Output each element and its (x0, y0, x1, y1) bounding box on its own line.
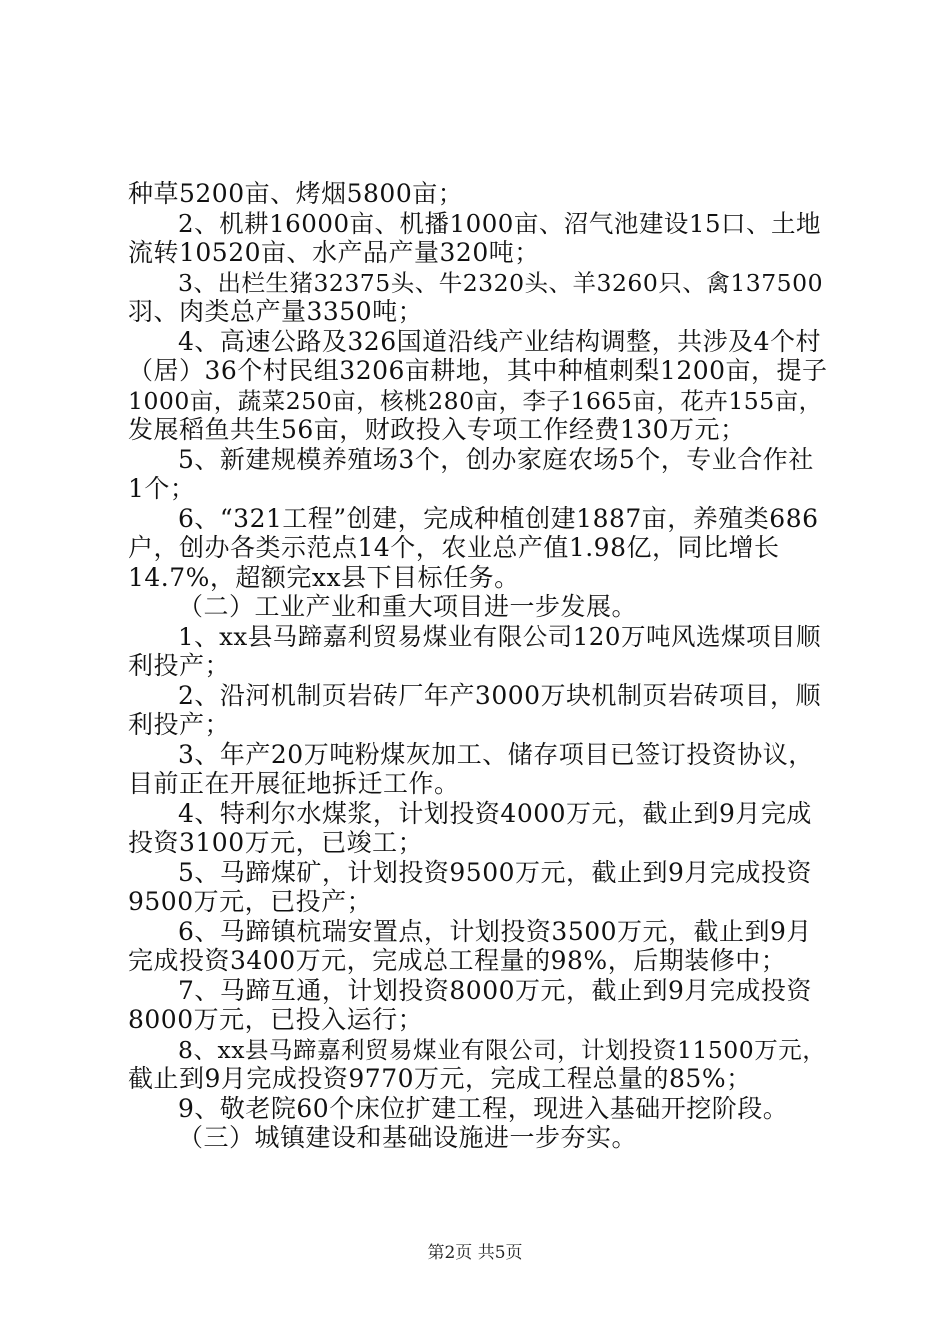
text-line: 2、沿河机制页岩砖厂年产3000万块机制页岩砖项目，顺 (178, 681, 822, 710)
text-line: 4、特利尔水煤浆，计划投资4000万元，截止到9月完成 (178, 799, 812, 828)
text-line: 利投产； (128, 651, 231, 680)
text-line: 2、机耕16000亩、机播1000亩、沼气池建设15口、土地 (178, 209, 822, 238)
text-line: 羽、肉类总产量3350吨； (128, 297, 424, 326)
text-line: 发展稻鱼共生56亩，财政投入专项工作经费130万元； (128, 415, 746, 444)
text-line: 9500万元，已投产； (128, 887, 373, 916)
text-line: 完成投资3400万元，完成总工程量的98%，后期装修中； (128, 946, 787, 975)
text-line: 流转10520亩、水产品产量320吨； (128, 238, 540, 267)
text-line: 5、新建规模养殖场3个，创办家庭农场5个，专业合作社 (178, 445, 814, 474)
text-line: 6、马蹄镇杭瑞安置点，计划投资3500万元，截止到9月 (178, 917, 812, 946)
text-line: 目前正在开展征地拆迁工作。 (128, 769, 460, 798)
text-line: 7、马蹄互通，计划投资8000万元，截止到9月完成投资 (178, 976, 812, 1005)
text-line: 5、马蹄煤矿，计划投资9500万元，截止到9月完成投资 (178, 858, 812, 887)
text-line: 利投产； (128, 710, 231, 739)
section-heading: （三）城镇建设和基础设施进一步夯实。 (178, 1123, 638, 1152)
text-line: 4、高速公路及326国道沿线产业结构调整，共涉及4个村 (178, 327, 822, 356)
text-line: 投资3100万元，已竣工； (128, 828, 424, 857)
text-line: 8、xx县马蹄嘉利贸易煤业有限公司，计划投资11500万元， (178, 1036, 827, 1064)
page-number-footer: 第2页 共5页 (427, 1243, 523, 1263)
text-line: 6、“321工程”创建，完成种植创建1887亩，养殖类686 (178, 504, 819, 533)
text-line: 9、敬老院60个床位扩建工程，现进入基础开挖阶段。 (178, 1094, 789, 1123)
text-line: 14.7%，超额完xx县下目标任务。 (128, 563, 520, 592)
text-line: 1000亩，蔬菜250亩，核桃280亩，李子1665亩，花卉155亩， (128, 387, 823, 415)
section-heading: （二）工业产业和重大项目进一步发展。 (178, 592, 638, 621)
text-line: 1个； (128, 474, 196, 503)
text-line: （居）36个村民组3206亩耕地，其中种植刺梨1200亩，提子 (128, 356, 828, 385)
text-line: 1、xx县马蹄嘉利贸易煤业有限公司120万吨风选煤项目顺 (178, 622, 821, 651)
text-line: 种草5200亩、烤烟5800亩； (128, 179, 464, 208)
text-line: 3、年产20万吨粉煤灰加工、储存项目已签订投资协议， (178, 740, 814, 769)
text-line: 户，创办各类示范点14个，农业总产值1.98亿，同比增长 (128, 533, 780, 562)
text-line: 截止到9月完成投资9770万元，完成工程总量的85%； (128, 1064, 752, 1093)
text-line: 3、出栏生猪32375头、牛2320头、羊3260只、禽137500 (178, 269, 824, 297)
text-line: 8000万元，已投入运行； (128, 1005, 424, 1034)
